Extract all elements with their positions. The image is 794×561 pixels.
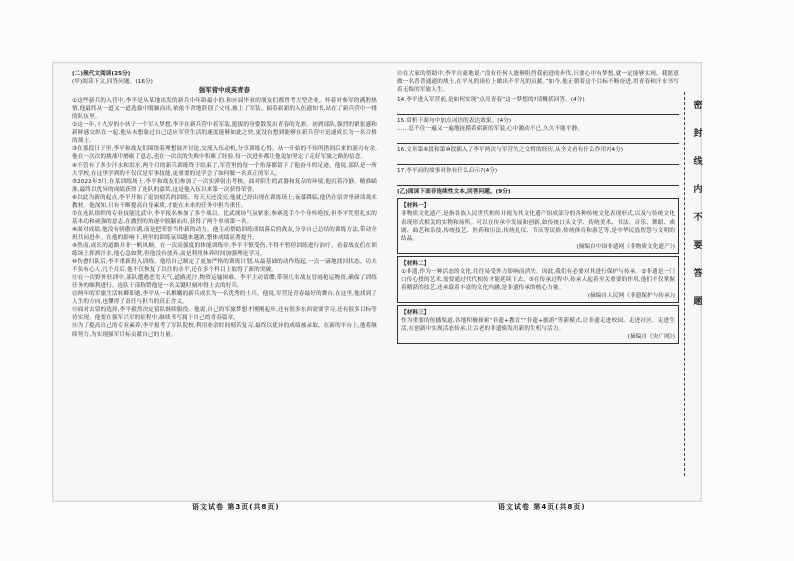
seal-warning [688,98,708,322]
article-title: 强军营中成英青春 [198,87,251,95]
left-column [72,70,377,339]
material-title: 【材料二】 [401,260,430,267]
article-paragraph: ⑦在连队组织的专业技能比武中,李平报名参加了多个项目。比武现场气氛紧张,参赛选手个个身怀绝技,但李平凭借扎实的基本功和顽强的意志,在激烈的角逐中脱颖而出,获得了两个单项第一名。 [72,210,377,225]
material-source: (摘编自人民网《非遗保护与传承》) [587,292,675,299]
article-paragraph: ④不管有了多少汗水和泪水,两个月的新兵训练终于结束了,军营里的每一个角落都留下了他奋斗的足迹。他说,部队是一所大学校,在这里学到的不仅仅是军事技能,更重要的是学会了如何做一名真正的军人。 [72,162,377,177]
material-title: 【材料三】 [401,309,430,316]
article-paragraph: ⑨然而,成长的道路并非一帆风顺。在一次高强度的体能训练中,李平不慎受伤,不得不暂停训练进行治疗。看着战友们在训练场上挥洒汗水,他心急如焚,但他没有放弃,而是利用休养时间加强理论学习。 [72,242,377,258]
seal-char: 题 [693,297,703,307]
article-paragraph: ②这一年,十九岁的小伙子一个军人梦想,李平在新兵营中着军装,挺拔的身姿散发出青春的光彩。初到部队,强烈的紧张感和新鲜感交织在一起,他从未想象过自己适应军营生活的速度能够如此之快,更没有想到能够在新兵营中迅速成长为一名合格的战士。 [72,122,377,145]
seal-char: 内 [693,185,703,195]
article-paragraph: ①这些新兵的入营中,李平是从某地出发的新兵中年龄最小的,和应届毕业的朋友们都曾考大型企业。怀着对参军的满腔热情,他最终从一道又一道选拔中脱颖而出,依依不舍地辞别了父母,披上了军装。揣着崭新的入伍通知书,站在了新兵营中一排的队伍里。 [72,98,377,121]
section-heading: (二)现代文阅读(25分) [72,71,131,77]
right-column [397,70,679,346]
article-paragraph: ⑥以此为新的起点,李平开始了更加刻苦的训练。每天天还没亮,他就已经出现在训练场上;夜幕降临,他仍在宿舍里研读战术教材。他深知,只有不断提高自身素质,才能在未来的任务中担当重任。 [72,194,377,209]
material-box [397,198,679,253]
seal-char: 线 [693,157,703,167]
material-text: 作为重要的传播渠道,各地积极探索“非遗+教育”“非遗+旅游”等新模式,让非遗走进校园、走进社区、走进生活,在创新中实现活态传承,让古老的非遗焕发出新的生机与活力。 [401,317,675,333]
material-source: (摘编自《央广网》) [627,334,675,341]
question-prompt: 15.赏析下面句中加点词语的表达效果。(4分) [397,118,512,125]
article-paragraph: ⑪在一次野外驻训中,部队遭遇恶劣天气,道路泥泞,物资运输困难。李平主动请缨,带领几名战友冒雨抢运物资,确保了训练任务的顺利进行。连队干部称赞他是一名关键时刻冲得上去的好兵。 [72,275,377,290]
article-paragraph: ⑭为了提高自己的专业素养,李平报考了军队院校,利用业余时间刻苦复习,最终以优异的成绩被录取。在新的平台上,他将继续努力,为实现强军目标贡献自己的力量。 [72,323,377,338]
page-footer-left: 语文试卷 第3页(共8页) [192,503,280,511]
seal-char: 密 [693,101,703,111]
part-b-heading: (乙)阅读下面非连续性文本,回答问题。(9分) [397,189,511,196]
article-paragraph: ⑩伤愈归队后,李平重新投入训练。他给自己制定了更加严格的训练计划,从最基础的动作练起,一点一滴地找回状态。功夫不负有心人,几个月后,他不仅恢复了以往的水平,还在多个科目上取得了新的突破。 [72,259,377,274]
answer-line[interactable] [397,176,679,186]
seal-line [684,92,685,476]
answer-line[interactable] [397,155,679,165]
material-text: 非物质文化遗产,是指各族人民世代相传并视为其文化遗产组成部分的各种传统文化表现形式,以及与传统文化表现形式相关的实物和场所。可以在传承中发展和创新,如传统口头文学、传统美术、书法、音乐、舞蹈、戏剧、曲艺和杂技,传统技艺、医药和历法,传统礼仪、节庆等民俗,传统体育和游艺等,是中华民族智慧与文明的结晶。 [401,211,675,242]
question-prompt: 17.李平而的故事对你有什么启示?(4分) [397,168,498,175]
material-title: 【材料一】 [401,203,430,210]
material-text: ①非遗,作为一种活态的文化,往往易受外力影响而消失。因此,我们有必要对其进行保护与传承。②非遗是一门口传心授的艺术,需要通过代代相传才能延续下去。③在传承过程中,传承人起着至关重要的作用,他们不仅掌握着精湛的技艺,还承载着丰富的文化内涵,是非遗传承的核心力量。 [401,268,675,291]
material-box [397,305,679,344]
seal-char: 要 [693,241,703,251]
article-body-continued [397,70,679,94]
answer-line[interactable] [397,105,679,115]
article-paragraph: ⑧面对成绩,他没有骄傲自满,而是把荣誉当作新的动力。他主动帮助训练成绩落后的战友,分享自己总结的训练方法,带动全班共同进步。在他的影响下,班里的训练氛围越来越浓,整体成绩显著提升。 [72,226,377,241]
answer-line[interactable] [397,134,679,144]
material-source: (摘编自中国非遗网《非物质文化遗产》) [576,243,675,250]
seal-char: 封 [693,129,703,139]
article-paragraph: ③在那段日子里,李平和战友们围绕着理想展开讨论,交流入伍动机,分享训练心得。从一开始的不知所措到后来的游刃有余,他在一次次的挑战中磨砺了意志,也在一次次的失败中积累了经验,每一次进步都让他更加坚定了走好军旅之路的信念。 [72,146,377,161]
question-quote: ……忍不住一遍又一遍地抚摸着崭新的军装,心中激动不已,久久不能平静。 [397,126,583,133]
article-paragraph: ⑤2022年3月,在某训练场上,李平和战友们参加了一次实弹射击考核。面对陌生的武器和复杂的环境,他沉着冷静、精准瞄准,最终以优异的成绩获得了连队的嘉奖,这是他入伍以来第一次获得荣誉。 [72,178,377,193]
question-list [397,96,679,186]
seal-char: 答 [693,269,703,279]
seal-char: 不 [693,213,703,223]
article-paragraph: ⑮在大家的帮助中,李平自豪地说:“没有任何人能够阻挡我前进的步伐,只要心中有梦想,就一定能够实现。我愿意做一名普普通通的战士,在平凡的岗位上做出不平凡的贡献。”如今,他正朝着这个目标不断奋进,用青春和汗水书写着无悔的军旅人生。 [397,71,679,94]
article-paragraph: ⑫两年的军旅生活转瞬即逝,李平从一名稚嫩的新兵成长为一名优秀的士兵。他说,军营是青春最好的舞台,在这里,他找到了人生的方向,也懂得了责任与担当的真正含义。 [72,291,377,306]
material-box [397,256,679,303]
page-footer-right: 语文试卷 第4页(共8页) [498,503,586,511]
article-body [72,97,377,338]
part-instruction: (甲)阅读下文,回答问题。(16分) [72,79,153,86]
question-prompt: 16.文章第⑥段和第⑩段插入了李平两次与军营失之交臂的经历,从全文看有什么作用?(4分) [397,147,624,154]
article-paragraph: ⑬面对去留的选择,李平毅然决定留队继续服役。他说,自己的军旅梦想才刚刚起步,还有很多东西需要学习,还有很多目标等待实现。他要在强军兴军的征程中,继续书写属于自己的青春篇章。 [72,307,377,322]
materials-list [397,198,679,344]
question-prompt: 14.李平进入军营前,是如何实现“点亮青春”这一梦想的?请概括回答。(4分) [397,97,585,104]
